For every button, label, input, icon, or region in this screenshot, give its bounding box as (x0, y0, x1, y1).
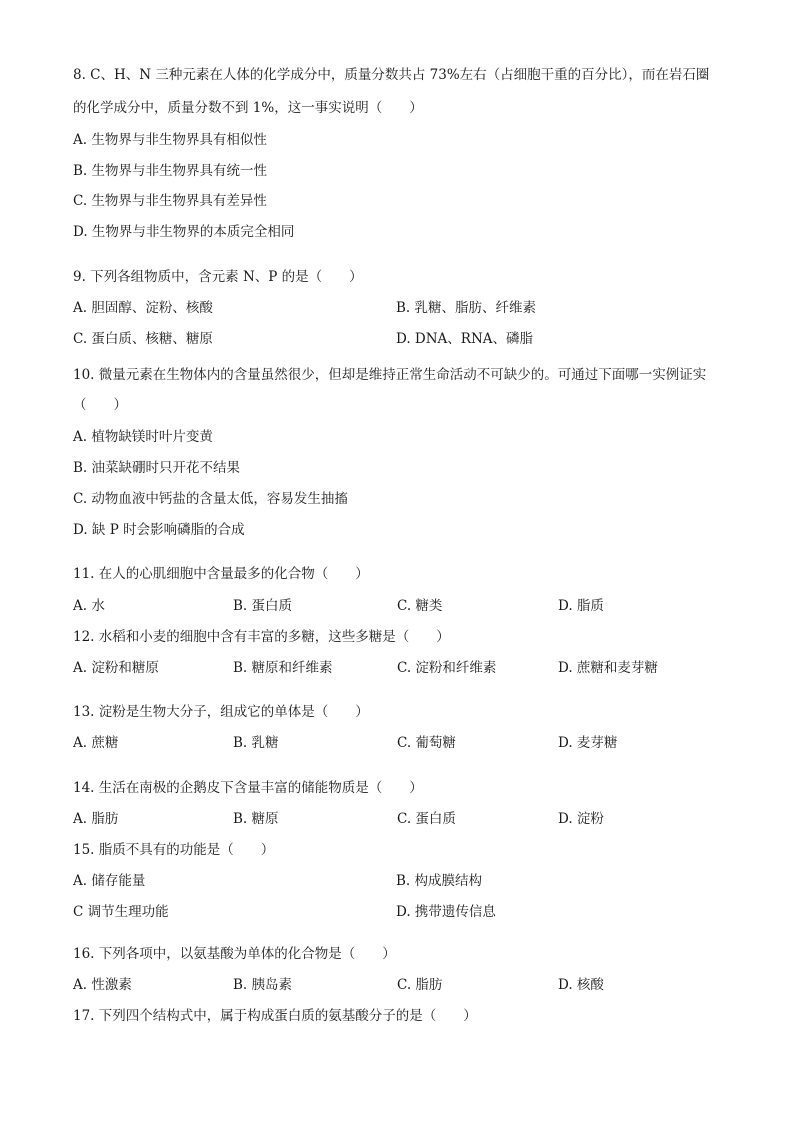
option-c: C. 葡萄糖 (397, 735, 456, 751)
option-d: D. 蔗糖和麦芽糖 (558, 660, 658, 676)
option-b: B. 糖原 (233, 811, 279, 827)
option-c: C. 蛋白质、核糖、糖原 (73, 331, 213, 347)
option-c: C. 淀粉和纤维素 (397, 660, 497, 676)
option-d: D. 麦芽糖 (558, 735, 618, 751)
option-b: B. 油菜缺硼时只开花不结果 (73, 460, 241, 476)
option-c: C. 脂肪 (397, 977, 443, 993)
question-stem-line: 15. 脂质不具有的功能是（ ） (73, 842, 275, 858)
option-d: D. DNA、RNA、磷脂 (396, 331, 534, 347)
question-stem-line: 12. 水稻和小麦的细胞中含有丰富的多糖，这些多糖是（ ） (73, 629, 450, 645)
option-b: B. 乳糖 (233, 735, 279, 751)
option-a: A. 生物界与非生物界具有相似性 (73, 132, 267, 148)
question-stem-line: 10. 微量元素在生物体内的含量虽然很少，但却是维持正常生命活动不可缺少的。可通过下面哪一实例证实 (73, 367, 707, 383)
question-stem-line: 16. 下列各项中，以氨基酸为单体的化合物是（ ） (73, 946, 396, 962)
option-d: D. 缺 P 时会影响磷脂的合成 (73, 522, 245, 538)
question-stem-line: （ ） (73, 397, 127, 413)
option-d: D. 携带遗传信息 (396, 904, 496, 920)
option-b: B. 构成膜结构 (396, 873, 483, 889)
option-b: B. 乳糖、脂肪、纤维素 (396, 300, 537, 316)
option-d: D. 生物界与非生物界的本质完全相同 (73, 224, 295, 240)
option-d: D. 脂质 (558, 598, 604, 614)
option-c: C. 动物血液中钙盐的含量太低，容易发生抽搐 (73, 491, 348, 507)
option-c: C. 蛋白质 (397, 811, 456, 827)
option-a: A. 胆固醇、淀粉、核酸 (73, 300, 213, 316)
option-d: D. 淀粉 (558, 811, 604, 827)
question-stem-line: 17. 下列四个结构式中，属于构成蛋白质的氨基酸分子的是（ ） (73, 1008, 477, 1024)
question-stem-line: 11. 在人的心肌细胞中含量最多的化合物（ ） (73, 566, 369, 582)
option-c: C. 糖类 (397, 598, 443, 614)
option-b: B. 蛋白质 (233, 598, 293, 614)
option-a: A. 脂肪 (73, 811, 119, 827)
option-d: D. 核酸 (558, 977, 604, 993)
option-b: B. 胰岛素 (233, 977, 293, 993)
option-a: A. 淀粉和糖原 (73, 660, 159, 676)
question-stem-line: 8. C、H、N 三种元素在人体的化学成分中，质量分数共占 73%左右（占细胞干重的百分比），而在岩石圈 (73, 67, 710, 83)
option-b: B. 生物界与非生物界具有统一性 (73, 163, 268, 179)
option-a: A. 储存能量 (73, 873, 146, 889)
question-stem-line: 的化学成分中，质量分数不到 1%，这一事实说明（ ） (73, 100, 423, 116)
option-a: A. 蔗糖 (73, 735, 119, 751)
question-stem-line: 9. 下列各组物质中，含元素 N、P 的是（ ） (73, 269, 363, 285)
option-c: C. 生物界与非生物界具有差异性 (73, 193, 267, 209)
option-b: B. 糖原和纤维素 (233, 660, 333, 676)
option-c: C 调节生理功能 (73, 904, 169, 920)
question-stem-line: 14. 生活在南极的企鹅皮下含量丰富的储能物质是（ ） (73, 780, 423, 796)
option-a: A. 水 (73, 598, 105, 614)
option-a: A. 性激素 (73, 977, 132, 993)
question-stem-line: 13. 淀粉是生物大分子，组成它的单体是（ ） (73, 704, 369, 720)
option-a: A. 植物缺镁时叶片变黄 (73, 429, 213, 445)
